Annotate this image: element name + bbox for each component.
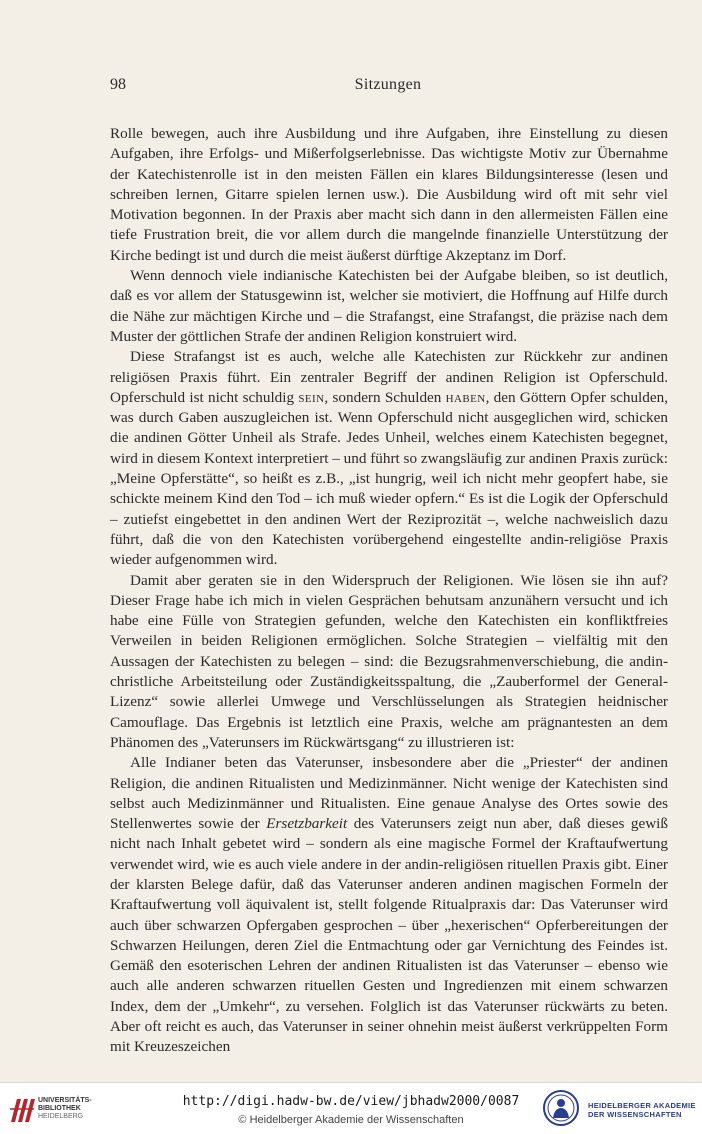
hadw-logo-line-2: DER WISSENSCHAFTEN bbox=[588, 1110, 682, 1119]
hadw-logo[interactable] bbox=[542, 1089, 698, 1129]
body-text bbox=[110, 124, 668, 1058]
ub-logo-line-3: HEIDELBERG bbox=[38, 1113, 84, 1120]
running-head: Sitzungen bbox=[354, 76, 422, 93]
ub-logo-line-1: UNIVERSITÄTS- bbox=[38, 1097, 92, 1104]
page-number: 98 bbox=[110, 76, 126, 93]
term-sein: sein bbox=[298, 388, 325, 406]
permalink-url[interactable]: http://digi.hadw-bw.de/view/jbhadw2000/0087 bbox=[182, 1094, 520, 1109]
hadw-logo-text bbox=[588, 1101, 696, 1119]
paragraph-3-part-1: Diese Strafangst ist es auch, welche alle Katechisten zur Rückkehr zur andinen religiösen Praxis führt. Ein zentraler Begriff der andinen Religion ist Opferschuld. Opferschuld ist nicht schuldig bbox=[110, 348, 668, 406]
paragraph-5 bbox=[110, 753, 668, 1057]
paragraph-3-part-3: , den Göttern Opfer schulden, was durch Gaben auszugleichen ist. Wenn Opferschuld nicht ausgeglichen wird, schicken die andinen Götter Unheil als Strafe. Jedes Unheil, welches einem Katechisten begegnet, wird in diesem Kontext interpretiert – und führt so zwangsläufig zur andinen Praxis zurück: „Meine Opferstätte“, so heißt es z.B., „ist hungrig, weil ich nicht mehr geopfert habe, sie schickte meinem Kind den Tod – ich muß wieder opfern.“ Es ist die Logik der Opferschuld – zutiefst eingebettet in den andinen Wert der Reziprozität –, welche nachweislich dazu führt, daß die von den Katechisten vorübergehend eingestellte andin-religiöse Praxis wieder aufgenommen wird. bbox=[110, 388, 668, 569]
paragraph-2: Wenn dennoch viele indianische Katechisten bei der Aufgabe bleiben, so ist deutlich, daß es vor allem der Statusgewinn ist, welcher sie motiviert, die Hoffnung auf Hilfe durch die Nähe zur mächtigen Kirche und – die Strafangst, eine Strafangst, die präzise nach dem Muster der göttlichen Strafe der andinen Religion konstruiert wird. bbox=[110, 267, 668, 345]
term-haben: haben bbox=[445, 388, 486, 406]
paragraph-4: Damit aber geraten sie in den Widerspruch der Religionen. Wie lösen sie ihn auf? Dieser Frage habe ich mich in vielen Gesprächen behutsam anzunähern versucht und ich habe eine Fülle von Strategien gefunden, welche den Katechisten ein konfliktfreies Verweilen in beiden Religionen ermöglichen. Solche Strategien – vielfältig mit den Aussagen der Katechisten zu belegen – sind: die Bezugsrahmenverschiebung, die andin-christliche Arbeitsteilung oder Zuständigkeitsspaltung, die „Zauberformel der General-Lizenz“ sowie allerlei Umwege und Verschlüsselungen als Strategien heidnischer Camouflage. Das Ergebnis ist letztlich eine Praxis, welche am prägnantesten an dem Phänomen des „Vaterunsers im Rückwärtsgang“ zu illustrieren ist: bbox=[110, 571, 668, 751]
copyright-notice: © Heidelberger Akademie der Wissenschaften bbox=[238, 1114, 464, 1126]
ub-logo-line-2: BIBLIOTHEK bbox=[38, 1105, 81, 1112]
emphasis-ersetzbarkeit: Ersetzbarkeit bbox=[266, 815, 348, 833]
paragraph-3 bbox=[110, 347, 668, 570]
paragraph-3-part-2: , sondern Schulden bbox=[324, 388, 446, 406]
hadw-logo-line-1: HEIDELBERGER AKADEMIE bbox=[588, 1101, 696, 1110]
paragraph-5-part-2: des Vaterunsers zeigt nun aber, daß dieses gewiß nicht nach Inhalt gebetet wird – sondern als eine magische Formel der Kraftaufwertung verwendet wird, wie es auch viele andere in der andin-religiösen rituellen Praxis gibt. Einer der klarsten Belege dafür, daß das Vaterunser anderen andinen magischen Formeln der Kraftaufwertung voll äquivalent ist, stellt folgende Ritualpraxis dar: Das Vaterunser wird auch über schwarzen Opfergaben gesprochen – über „hexerischen“ Opferbereitungen der Schwarzen Heilungen, deren Ziel die Entmachtung oder gar Vernichtung des Feindes ist. Gemäß den esoterischen Lehren der andinen Ritualisten ist das Vaterunser – ebenso wie auch alle anderen schwarzen rituellen Gesten und Ingredienzen mit einem schwarzen Index, dem der „Umkehr“, zu versehen. Folglich ist das Vaterunser rückwärts zu beten. Aber oft reicht es auch, das Vaterunser in seiner ohnehin meist äußerst verkrüppelten Form mit Kreuzeszeichen bbox=[110, 815, 668, 1056]
hadw-seal-icon bbox=[542, 1089, 580, 1127]
paragraph-1: Rolle bewegen, auch ihre Ausbildung und ihre Aufgaben, ihre Einstellung zu diesen Aufgaben, ihre Erfolgs- und Mißerfolgserlebnisse. Das wichtigste Motiv zur Übernahme der Katechistenrolle ist in den meisten Fällen ein klares Bildungsinteresse (lesen und schreiben lernen, Gitarre spielen lernen usw.). Die Ausbildung wird oft mit sehr viel Motivation begonnen. In der Praxis aber macht sich dann in den allermeisten Fällen eine tiefe Frustration breit, die vor allem durch die mangelnde finanzielle Unterstützung der Kirche bedingt ist und durch die meist äußerst dürftige Akzeptanz im Dorf. bbox=[110, 125, 668, 264]
paragraph-5-part-1: Alle Indianer beten das Vaterunser, insbesondere aber die „Priester“ der andinen Religion, die andinen Ritualisten und Medizinmänner. Nicht wenige der Katechisten sind selbst auch Medizinmänner und Ritualisten. Eine genaue Analyse des Ortes sowie des Stellenwertes sowie der bbox=[110, 754, 668, 833]
digitization-footer bbox=[0, 1082, 702, 1134]
page-header bbox=[110, 76, 666, 100]
